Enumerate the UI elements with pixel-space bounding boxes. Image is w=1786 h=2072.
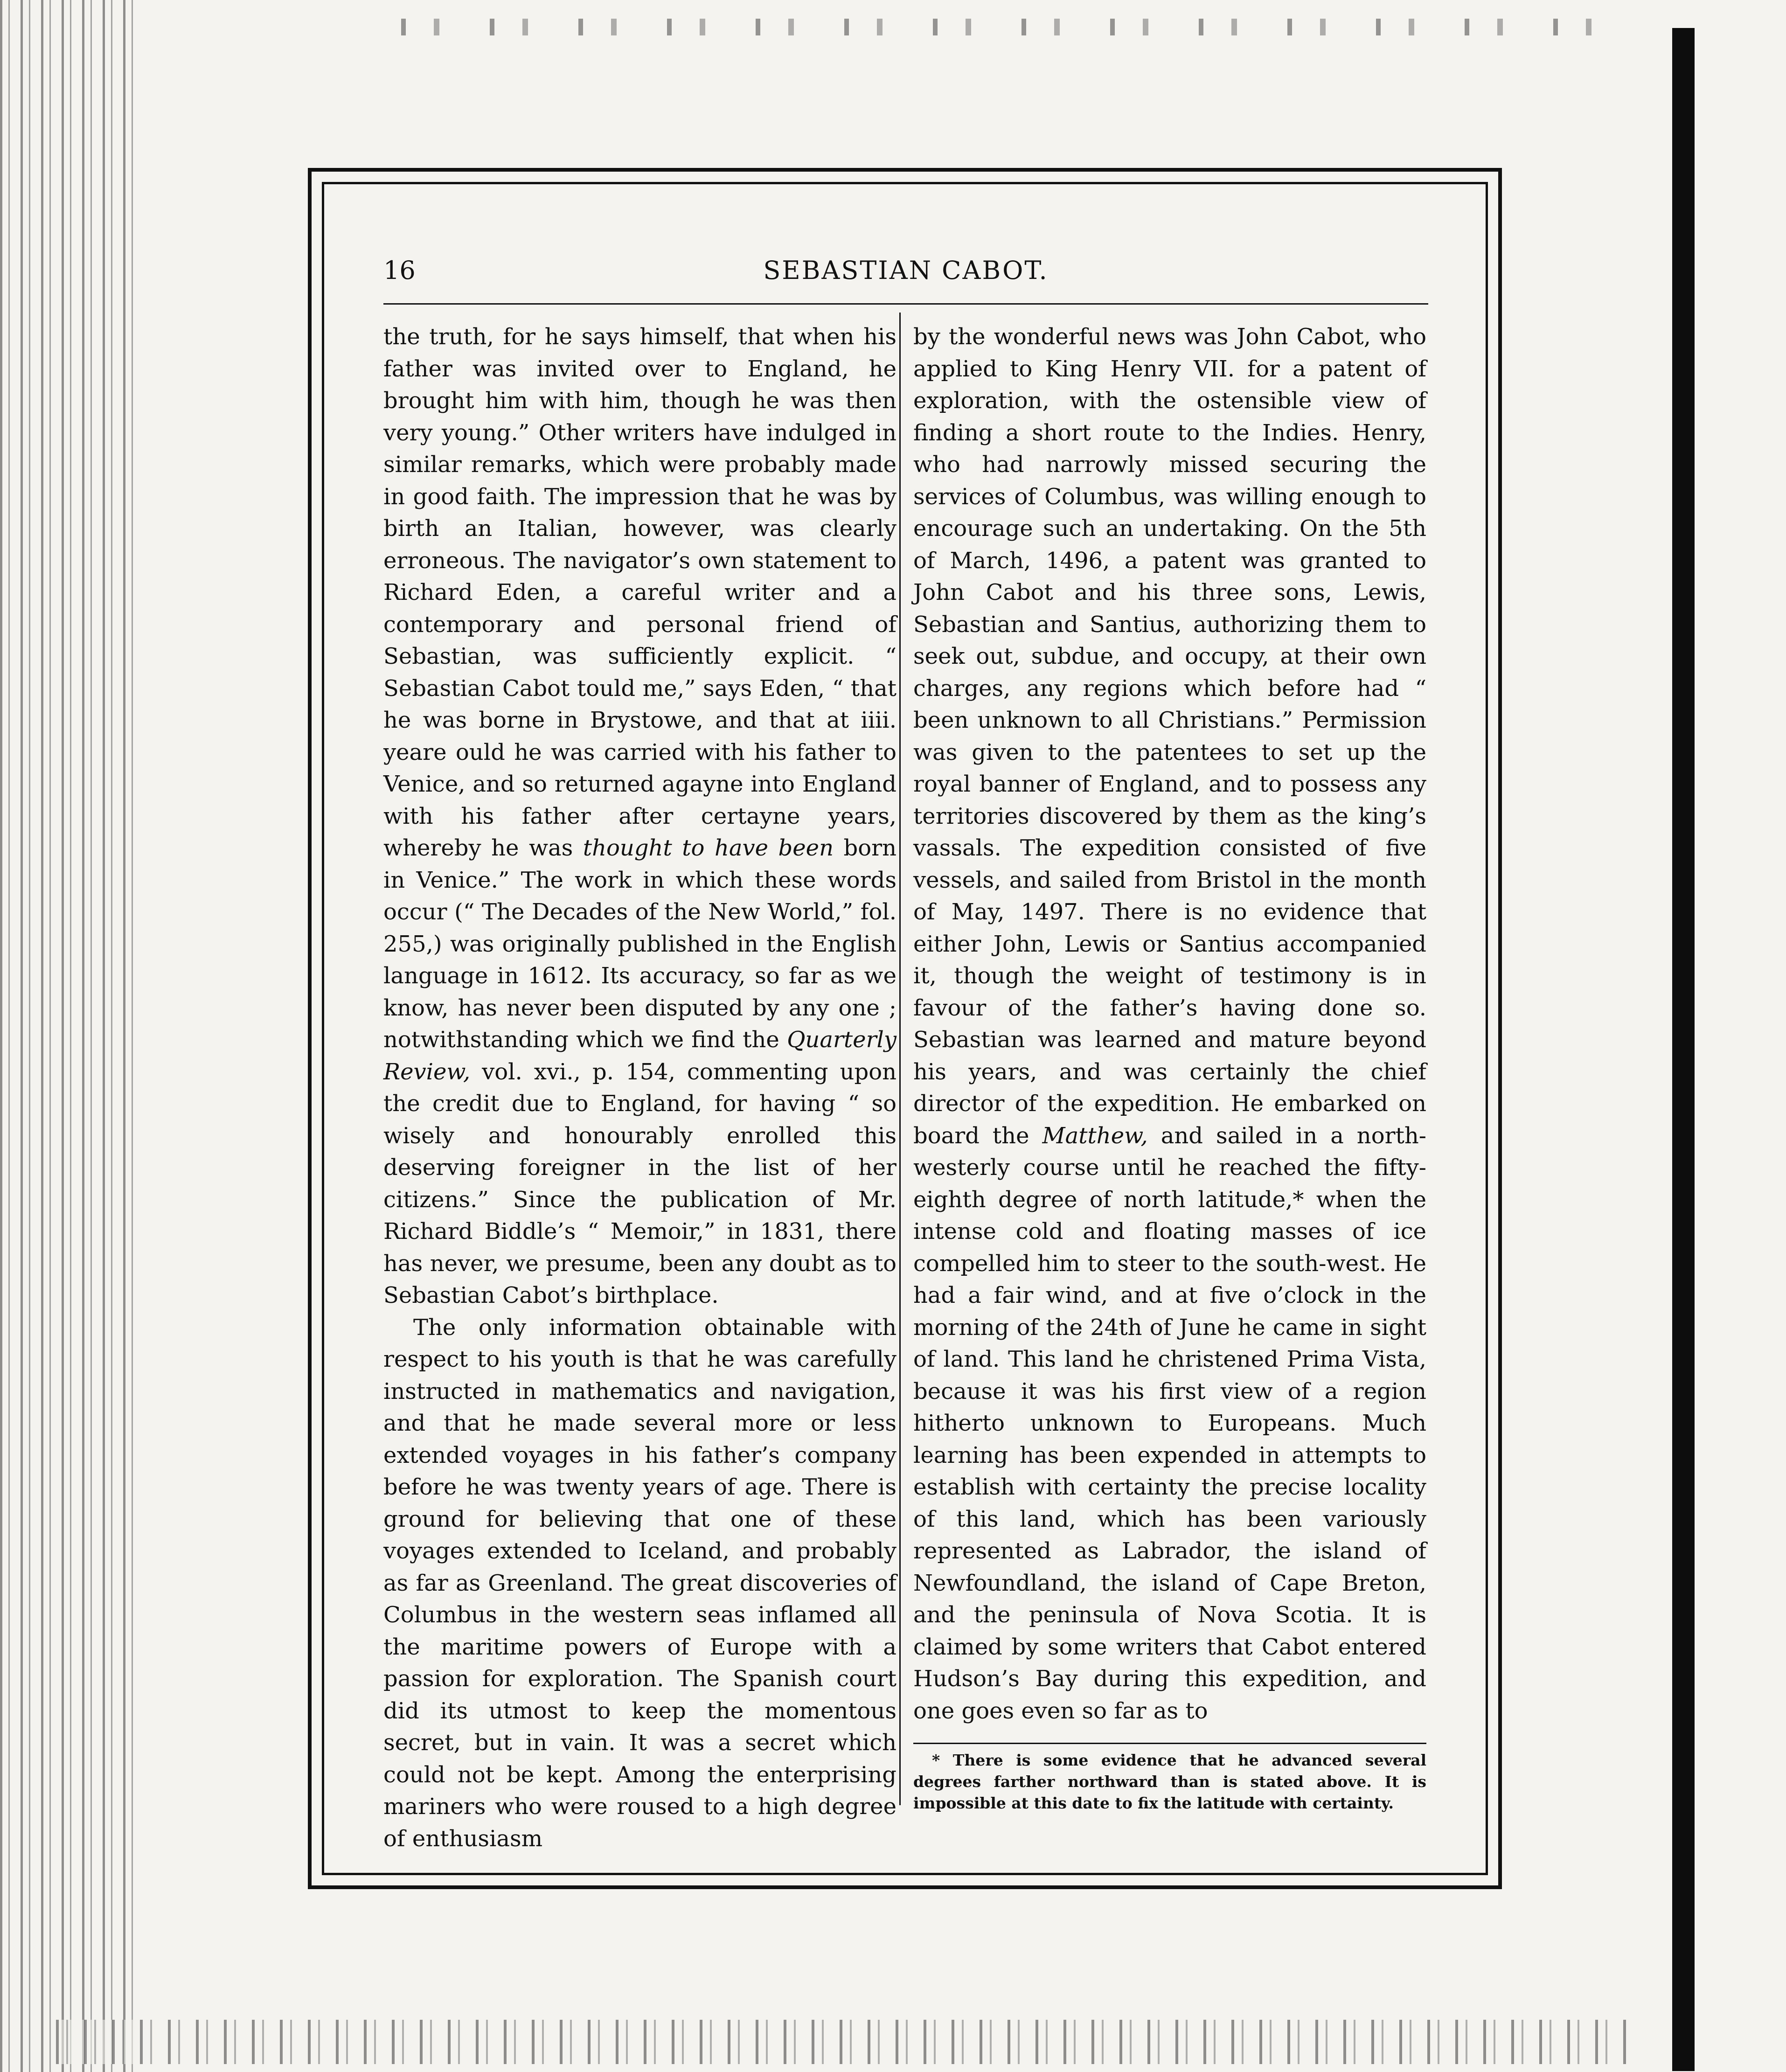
left-paragraph-2: The only information obtainable with respect to his youth is that he was carefully instructed in mathematics and navigation, and that he made several more or less extended voyages in his father’s company before he was twenty years of age. There is ground for believing that one of these voyages extended to Iceland, and probably as far as Greenland. The great discoveries of Columbus in the western seas inflamed all the maritime powers of Europe with a passion for exploration. The Spanish court did its utmost to keep the momentous secret, but in vain. It was a secret which could not be kept. Among the enterprising mariners who were roused to a high degree of enthusiasm (383, 1314, 896, 1852)
text-run: born in Venice.” The work in which these words occur (“ The Decades of the New World,” fol. 255,) was originally published in the English language in 1612. Its accuracy, so far as we know, has never been disputed by any one ; notwithstanding which we find the (383, 835, 896, 1053)
scan-bleedthrough-bottom (56, 2020, 1633, 2064)
text-run: by the wonderful news was John Cabot, who applied to King Henry VII. for a patent of exploration, with the ostensible view of finding a short route to the Indies. Henry, who had narrowly missed securing the services of Columbus, was willing enough to encourage such an undertaking. On the 5th of March, 1496, a patent was granted to John Cabot and his three sons, Lewis, Sebastian and Santius, authorizing them to seek out, subdue, and occupy, at their own charges, any regions which before had “ been unknown to all Christians.” Permission was given to the patentees to set up the royal banner of England, and to possess any territories discovered by them as the king’s vassals. The expedition consisted of five vessels, and sailed from Bristol in the month of May, 1497. There is no evidence that either John, Lewis or Santius accompanied it, though the weight of testimony is in favour of the father’s having done so. Sebastian was learned and mature beyond his years, and was certainly the chief director of the expedition. He embarked on board the (913, 324, 1426, 1149)
italic-run: thought to have been (583, 835, 834, 861)
scan-binding-bar-right (1672, 28, 1695, 2071)
italic-journal-title: Quarterly Review, (383, 1027, 896, 1085)
header-rule (383, 303, 1428, 305)
text-run: and sailed in a north-westerly course until he reached the fifty-eighth degree of north latitude,* when the intense cold and floating masses of ice compelled him to steer to the south-west. He had a fair wind, and at five o’clock in the morning of the 24th of June he came in sight of land. This land he christened Prima Vista, because it was his first view of a region hitherto unknown to Europeans. Much learning has been expended in attempts to establish with certainty the precise locality of this land, which has been variously represented as Labrador, the island of Newfoundland, the island of Cape Breton, and the peninsula of Nova Scotia. It is claimed by some writers that Cabot entered Hudson’s Bay during this expedition, and one goes even so far as to (913, 1122, 1426, 1724)
footnote-rule (913, 1743, 1426, 1744)
left-paragraph-1 (383, 321, 896, 1312)
page-number: 16 (383, 256, 416, 285)
italic-ship-name: Matthew, (1042, 1122, 1148, 1149)
text-run: vol. xvi., p. 154, commenting upon the credit due to England, for having “ so wisely and honourably enrolled this deserving foreigner in the list of her citizens.” Since the publication of Mr. Richard Biddle’s “ Memoir,” in 1831, there has never, we presume, been any doubt as to Sebastian Cabot’s birthplace. (383, 1058, 896, 1308)
running-title: SEBASTIAN CABOT. (763, 256, 1049, 285)
running-head (383, 256, 1428, 293)
left-column (383, 321, 896, 1855)
footnote: * There is some evidence that he advanced several degrees farther northward than is stated above. It is impossible at this date to fix the latitude with certainty. (913, 1751, 1426, 1812)
right-column (913, 321, 1426, 1814)
scan-bleedthrough-top (401, 19, 1614, 35)
column-divider (899, 313, 901, 1805)
text-run: the truth, for he says himself, that when his father was invited over to England, he brought him with him, though he was then very young.” Other writers have indulged in similar remarks, which were probably made in good faith. The impression that he was by birth an Italian, however, was clearly erroneous. The navigator’s own statement to Richard Eden, a careful writer and a contemporary and personal friend of Sebastian, was sufficiently explicit. “ Sebastian Cabot tould me,” says Eden, “ that he was borne in Brystowe, and that at iiii. yeare ould he was carried with his father to Venice, and so returned agayne into England with his father after certayne years, whereby he was (383, 324, 896, 861)
right-paragraph-1 (913, 321, 1426, 1727)
scan-binding-shadow-left (0, 0, 140, 2072)
